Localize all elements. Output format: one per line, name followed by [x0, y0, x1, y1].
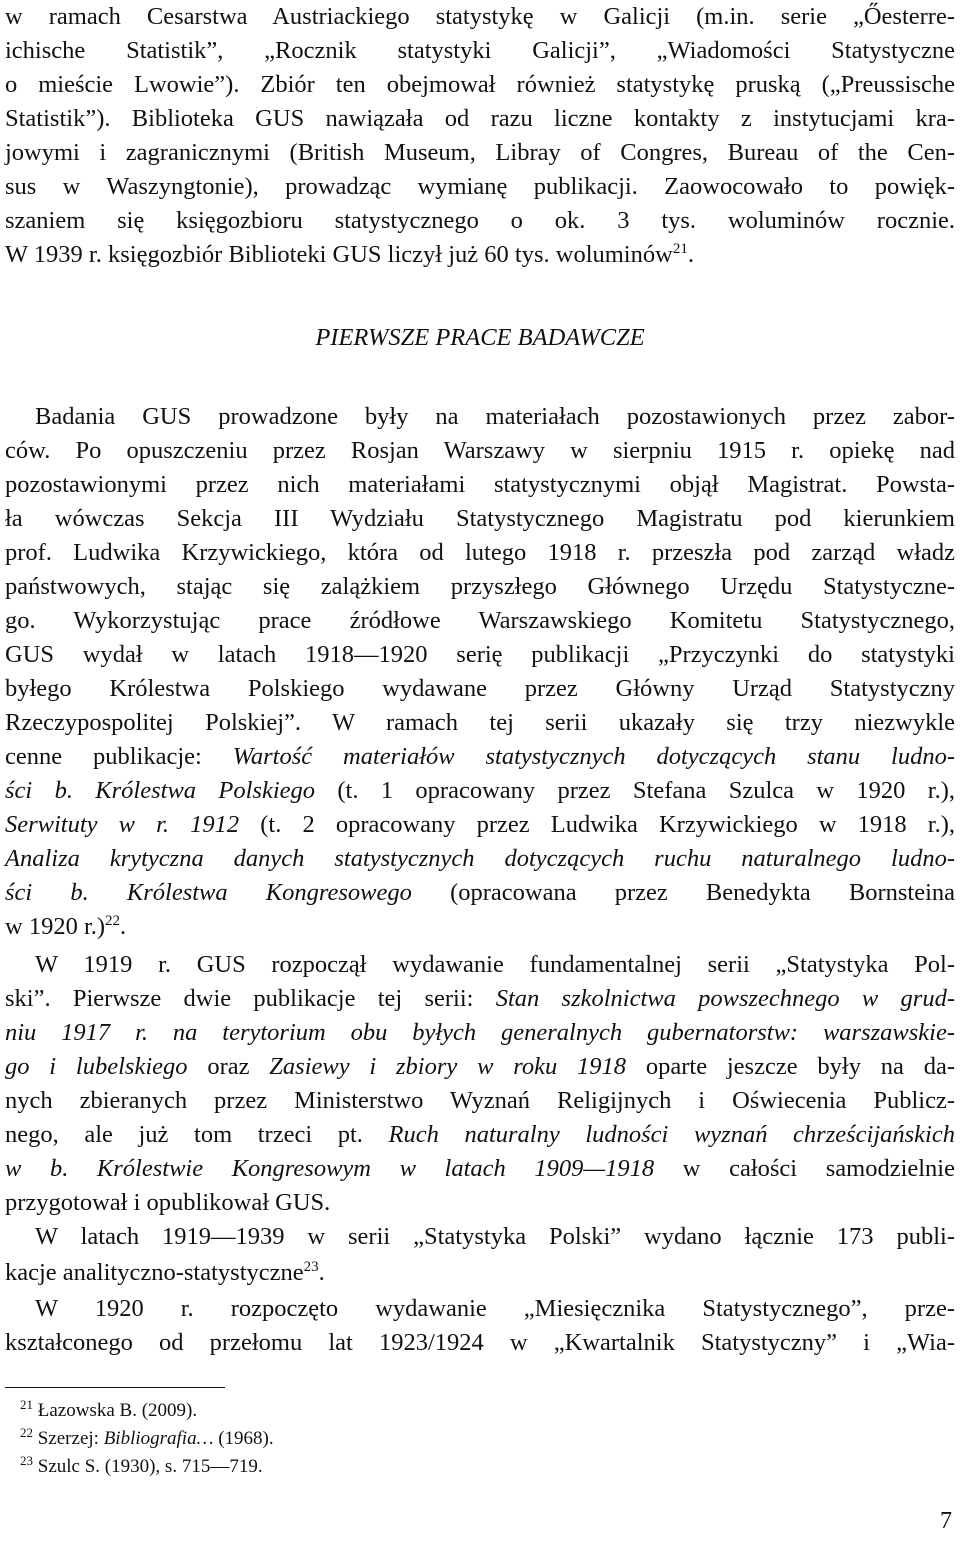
- text-line: państwowych, stając się zalążkiem przyszłego Głównego Urzędu Statystyczne-: [5, 573, 955, 600]
- text-line: W 1939 r. księgozbiór Biblioteki GUS liczył już 60 tys. woluminów$^{21}$.: [5, 241, 694, 268]
- footnote-ref[interactable]: 22: [105, 913, 121, 929]
- text-line: cenne publikacje: Wartość materiałów statystycznych dotyczących stanu ludno-: [5, 743, 955, 770]
- text-line: W 1920 r. rozpoczęto wydawanie „Miesięcznika Statystycznego”, prze-: [35, 1295, 955, 1322]
- text-line: W latach 1919—1939 w serii „Statystyka Polski” wydano łącznie 173 publi-: [35, 1223, 955, 1250]
- text-line: nego, ale już tom trzeci pt. Ruch naturalny ludności wyznań chrześcijańskich: [5, 1121, 955, 1148]
- text-line: kształconego od przełomu lat 1923/1924 w „Kwartalnik Statystyczny” i „Wia-: [5, 1329, 955, 1356]
- text-line: nych zbieranych przez Ministerstwo Wyznań Religijnych i Oświecenia Publicz-: [5, 1087, 955, 1114]
- footnote-number: 21: [20, 1397, 33, 1412]
- text-line: w ramach Cesarstwa Austriackiego statystykę w Galicji (m.in. serie „Őesterre-: [5, 3, 955, 30]
- text-line: ści b. Królestwa Polskiego (t. 1 opracowany przez Stefana Szulca w 1920 r.),: [5, 777, 955, 804]
- text-line: Serwituty w r. 1912 (t. 2 opracowany przez Ludwika Krzywickiego w 1918 r.),: [5, 811, 955, 838]
- text-line: ści b. Królestwa Kongresowego (opracowana przez Benedykta Bornsteina: [5, 879, 955, 906]
- text-line: prof. Ludwika Krzywickiego, która od lutego 1918 r. przeszła pod zarząd władz: [5, 539, 955, 566]
- text-line: jowymi i zagranicznymi (British Museum, Libray of Congres, Bureau of the Cen-: [5, 139, 955, 166]
- text-line: Badania GUS prowadzone były na materiałach pozostawionych przez zabor-: [35, 403, 955, 430]
- text-line: Statistik”). Biblioteka GUS nawiązała od razu liczne kontakty z instytucjami kra-: [5, 105, 955, 132]
- footnote-divider: [5, 1387, 225, 1388]
- text-line: W 1919 r. GUS rozpoczął wydawanie fundamentalnej serii „Statystyka Pol-: [35, 951, 955, 978]
- text-line: pozostawionymi przez nich materiałami statystycznymi objął Magistrat. Powsta-: [5, 471, 955, 498]
- text-line: go. Wykorzystując prace źródłowe Warszawskiego Komitetu Statystycznego,: [5, 607, 955, 634]
- footnote: $^{23}$ Szulc S. (1930), s. 715—719.: [20, 1453, 263, 1477]
- text-line: w b. Królestwie Kongresowym w latach 1909—1918 w całości samodzielnie: [5, 1155, 955, 1182]
- text-line: w 1920 r.)$^{22}$.: [5, 913, 127, 940]
- text-line: Analiza krytyczna danych statystycznych dotyczących ruchu naturalnego ludno-: [5, 845, 955, 872]
- section-heading: PIERWSZE PRACE BADAWCZE: [315, 324, 645, 351]
- footnote: $^{21}$ Łazowska B. (2009).: [20, 1397, 198, 1421]
- text-line: niu 1917 r. na terytorium obu byłych generalnych gubernatorstw: warszawskie-: [5, 1019, 955, 1046]
- text-line: ców. Po opuszczeniu przez Rosjan Warszawy w sierpniu 1915 r. opiekę nad: [5, 437, 955, 464]
- text-line: o mieście Lwowie”). Zbiór ten obejmował również statystykę pruską („Preussische: [5, 71, 955, 98]
- text-line: go i lubelskiego oraz Zasiewy i zbiory w roku 1918 oparte jeszcze były na da-: [5, 1053, 955, 1080]
- text-line: ichische Statistik”, „Rocznik statystyki Galicji”, „Wiadomości Statystyczne: [5, 37, 955, 64]
- text-line: kacje analityczno-statystyczne$^{23}$.: [5, 1259, 325, 1286]
- text-line: przygotował i opublikował GUS.: [5, 1189, 331, 1216]
- footnote-ref[interactable]: 23: [303, 1259, 319, 1275]
- text-line: ski”. Pierwsze dwie publikacje tej serii: Stan szkolnictwa powszechnego w grud-: [5, 985, 955, 1012]
- text-line: szaniem się księgozbioru statystycznego o ok. 3 tys. woluminów rocznie.: [5, 207, 955, 234]
- footnote-number: 23: [20, 1453, 33, 1468]
- text-line: ła wówczas Sekcja III Wydziału Statystycznego Magistratu pod kierunkiem: [5, 505, 955, 532]
- text-line: GUS wydał w latach 1918—1920 serię publikacji „Przyczynki do statystyki: [5, 641, 955, 668]
- page-number: 7: [940, 1508, 952, 1534]
- footnote-ref[interactable]: 21: [672, 241, 688, 257]
- text-line: sus w Waszyngtonie), prowadząc wymianę publikacji. Zaowocowało to powięk-: [5, 173, 955, 200]
- text-line: Rzeczypospolitej Polskiej”. W ramach tej serii ukazały się trzy niezwykle: [5, 709, 955, 736]
- text-line: byłego Królestwa Polskiego wydawane przez Główny Urząd Statystyczny: [5, 675, 955, 702]
- footnote: $^{22}$ Szerzej: Bibliografia… (1968).: [20, 1425, 274, 1449]
- footnote-number: 22: [20, 1425, 33, 1440]
